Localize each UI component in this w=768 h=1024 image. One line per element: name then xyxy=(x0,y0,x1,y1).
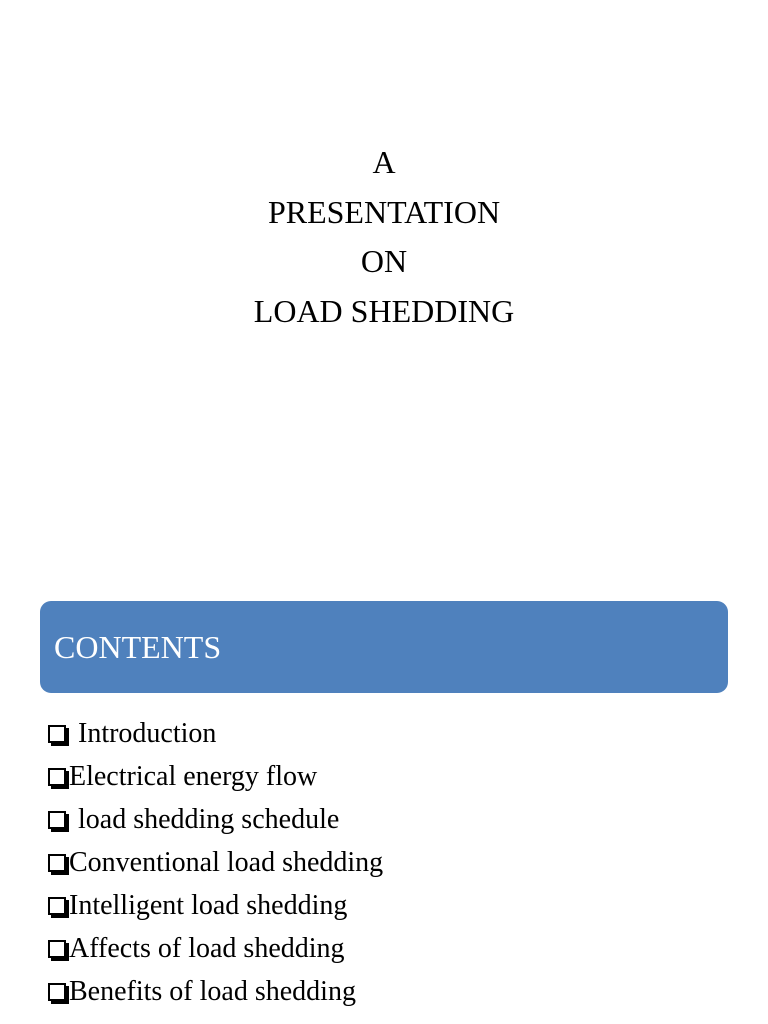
checkbox-icon xyxy=(48,983,66,1001)
checkbox-icon xyxy=(48,768,66,786)
list-item xyxy=(48,712,748,755)
list-item-label: Introduction xyxy=(78,718,217,749)
list-item-label: Electrical energy flow xyxy=(69,761,318,792)
list-item xyxy=(48,884,748,927)
checkbox-icon xyxy=(48,940,66,958)
list-item xyxy=(48,927,748,970)
list-item xyxy=(48,970,748,1013)
contents-heading: CONTENTS xyxy=(54,629,222,665)
list-item-label: Benefits of load shedding xyxy=(69,976,356,1007)
list-item xyxy=(48,798,748,841)
list-item-label: Conventional load shedding xyxy=(69,847,384,878)
list-item xyxy=(48,841,748,884)
title-line-a: A xyxy=(372,144,396,180)
title-line-presentation: PRESENTATION xyxy=(267,193,501,230)
list-item-label: Intelligent load shedding xyxy=(69,890,348,921)
checkbox-icon xyxy=(48,854,66,872)
title-block xyxy=(0,138,768,336)
contents-list xyxy=(48,712,748,1013)
list-item-label: load shedding schedule xyxy=(78,804,340,835)
title-line-on: ON xyxy=(360,243,408,279)
checkbox-icon xyxy=(48,897,66,915)
list-item xyxy=(48,755,748,798)
list-item-label: Affects of load shedding xyxy=(69,933,345,964)
title-line-load-shedding: LOAD SHEDDING xyxy=(253,292,515,329)
checkbox-icon xyxy=(48,811,66,829)
contents-banner xyxy=(40,601,728,693)
checkbox-icon xyxy=(48,725,66,743)
